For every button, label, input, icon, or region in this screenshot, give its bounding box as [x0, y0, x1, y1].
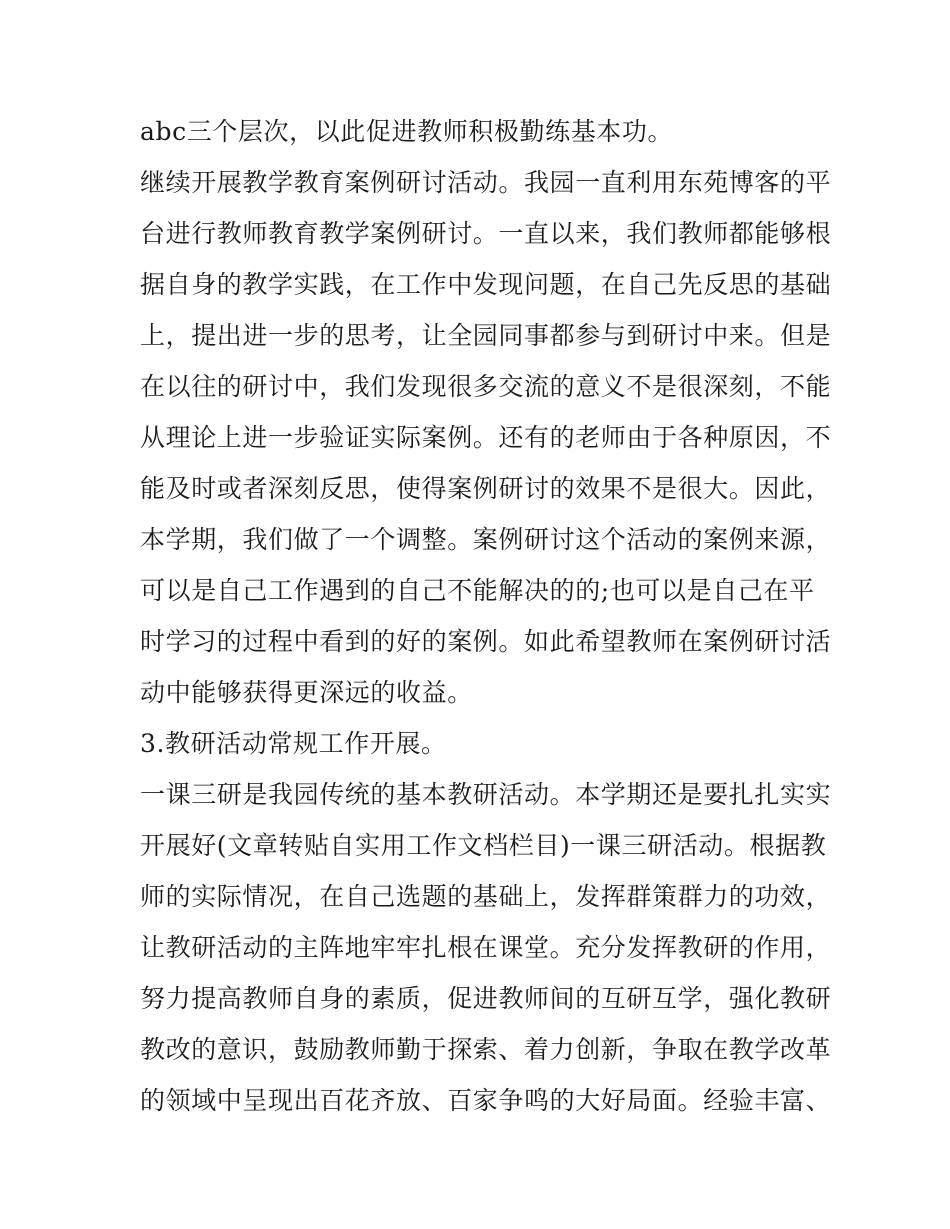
text-line: 一课三研是我园传统的基本教研活动。本学期还是要扎扎实实 — [140, 780, 832, 809]
text-line: 上，提出进一步的思考，让全园同事都参与到研讨中来。但是 — [140, 321, 832, 350]
text-line: 师的实际情况，在自己选题的基础上，发挥群策群力的功效， — [140, 882, 832, 911]
text-line: 在以往的研讨中，我们发现很多交流的意义不是很深刻，不能 — [140, 372, 832, 401]
text-line: 本学期，我们做了一个调整。案例研讨这个活动的案例来源， — [140, 525, 832, 554]
section-heading: 3.教研活动常规工作开展。 — [140, 729, 447, 758]
text-line: 开展好(文章转贴自实用工作文档栏目)一课三研活动。根据教 — [140, 831, 827, 860]
text-line: 台进行教师教育教学案例研讨。一直以来，我们教师都能够根 — [140, 219, 832, 248]
text-line: 能及时或者深刻反思，使得案例研讨的效果不是很大。因此， — [140, 474, 832, 503]
text-line: 让教研活动的主阵地牢牢扎根在课堂。充分发挥教研的作用， — [140, 933, 832, 962]
text-line: 从理论上进一步验证实际案例。还有的老师由于各种原因，不 — [140, 423, 832, 452]
text-line: 据自身的教学实践，在工作中发现问题，在自己先反思的基础 — [140, 270, 832, 299]
text-line: 时学习的过程中看到的好的案例。如此希望教师在案例研讨活 — [140, 627, 832, 656]
text-line: 可以是自己工作遇到的自己不能解决的的;也可以是自己在平 — [140, 576, 815, 605]
document-body — [140, 106, 832, 1126]
text-line: abc三个层次，以此促进教师积极勤练基本功。 — [140, 117, 674, 146]
text-line: 继续开展教学教育案例研讨活动。我园一直利用东苑博客的平 — [140, 168, 832, 197]
text-line: 的领域中呈现出百花齐放、百家争鸣的大好局面。经验丰富、 — [140, 1086, 832, 1115]
text-line: 教改的意识，鼓励教师勤于探索、着力创新，争取在教学改革 — [140, 1035, 832, 1064]
text-line: 动中能够获得更深远的收益。 — [140, 678, 473, 707]
text-line: 努力提高教师自身的素质，促进教师间的互研互学，强化教研 — [140, 984, 832, 1013]
